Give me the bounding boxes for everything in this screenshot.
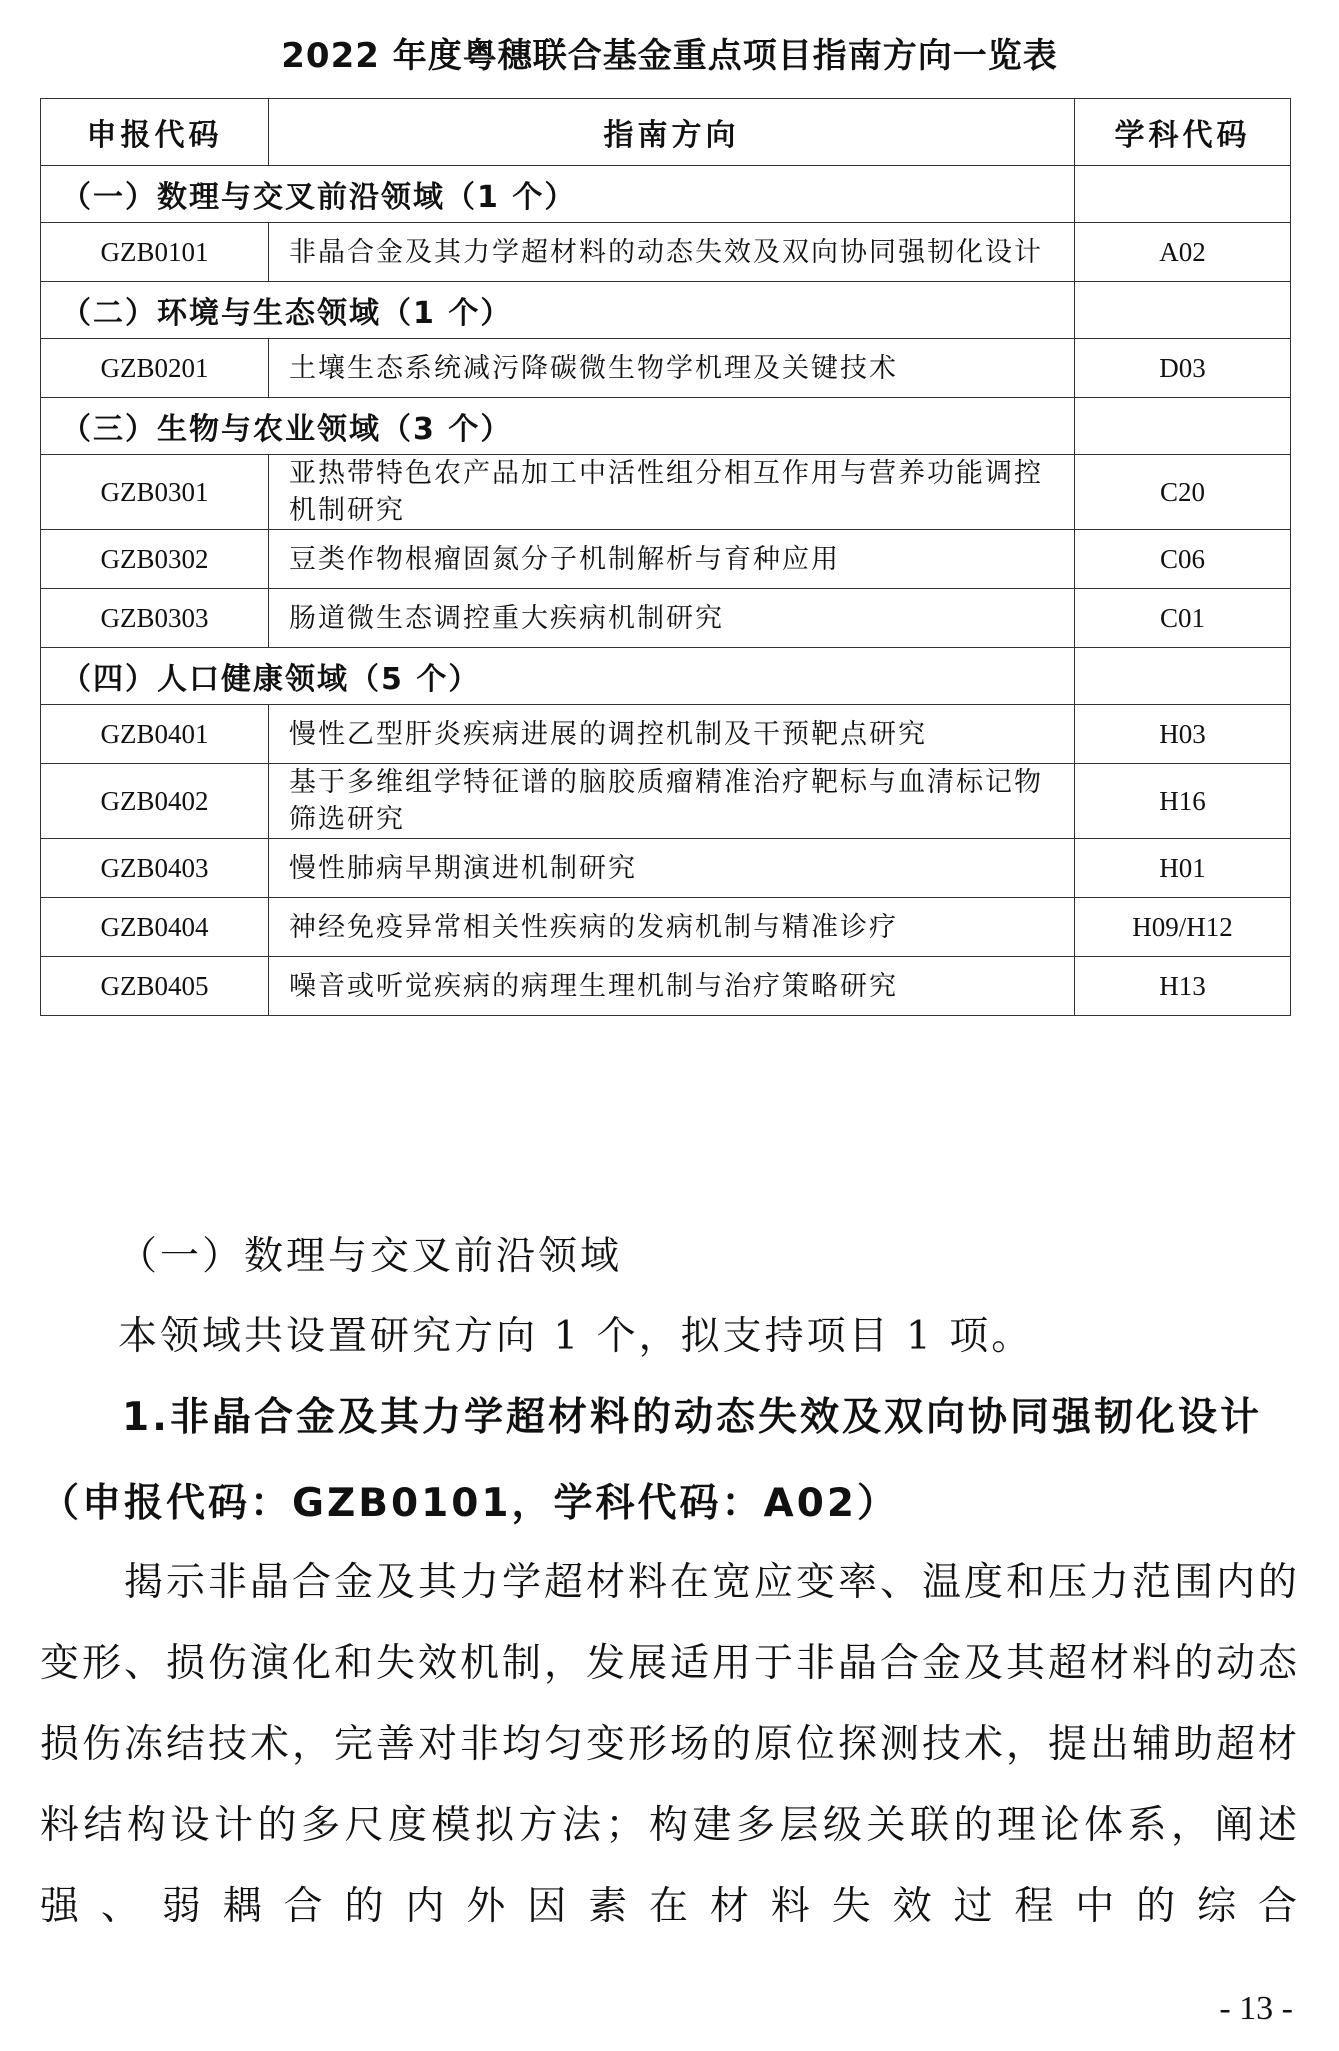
row-direction: 豆类作物根瘤固氮分子机制解析与育种应用 bbox=[269, 530, 1075, 589]
section-empty-cell bbox=[1075, 398, 1291, 455]
row-subject: D03 bbox=[1075, 339, 1291, 398]
section-intro: 本领域共设置研究方向 1 个，拟支持项目 1 项。 bbox=[118, 1314, 1034, 1359]
row-direction: 亚热带特色农产品加工中活性组分相互作用与营养功能调控机制研究 bbox=[269, 455, 1075, 530]
section-label: （四）人口健康领域（5 个） bbox=[41, 648, 1075, 705]
row-subject: H09/H12 bbox=[1075, 898, 1291, 957]
section-label: （一）数理与交叉前沿领域（1 个） bbox=[41, 166, 1075, 223]
row-code: GZB0404 bbox=[41, 898, 269, 957]
row-direction: 神经免疫异常相关性疾病的发病机制与精准诊疗 bbox=[269, 898, 1075, 957]
row-direction: 慢性乙型肝炎疾病进展的调控机制及干预靶点研究 bbox=[269, 705, 1075, 764]
table-section-row bbox=[41, 398, 1291, 455]
section-heading: （一）数理与交叉前沿领域 bbox=[118, 1234, 623, 1279]
guide-table bbox=[40, 98, 1291, 1016]
table-row bbox=[41, 705, 1291, 764]
row-direction: 基于多维组学特征谱的脑胶质瘤精准治疗靶标与血清标记物筛选研究 bbox=[269, 764, 1075, 839]
row-direction: 非晶合金及其力学超材料的动态失效及双向协同强韧化设计 bbox=[269, 223, 1075, 282]
table-row bbox=[41, 898, 1291, 957]
header-subject: 学科代码 bbox=[1075, 99, 1291, 166]
table-row bbox=[41, 839, 1291, 898]
section-empty-cell bbox=[1075, 648, 1291, 705]
row-subject: C01 bbox=[1075, 589, 1291, 648]
table-header-row bbox=[41, 99, 1291, 166]
row-code: GZB0303 bbox=[41, 589, 269, 648]
row-direction: 慢性肺病早期演进机制研究 bbox=[269, 839, 1075, 898]
row-code: GZB0101 bbox=[41, 223, 269, 282]
table-row bbox=[41, 764, 1291, 839]
row-subject: H01 bbox=[1075, 839, 1291, 898]
row-direction: 土壤生态系统减污降碳微生物学机理及关键技术 bbox=[269, 339, 1075, 398]
section-empty-cell bbox=[1075, 282, 1291, 339]
table-section-row bbox=[41, 648, 1291, 705]
table-row bbox=[41, 223, 1291, 282]
item-paragraph: 揭示非晶合金及其力学超材料在宽应变率、温度和压力范围内的变形、损伤演化和失效机制，发展适用于非晶合金及其超材料的动态损伤冻结技术，完善对非均匀变形场的原位探测技术，提出辅助超材料结构设计的多尺度模拟方法；构建多层级关联的理论体系，阐述强、弱耦合的内外因素在材料失效过程中的综合 bbox=[40, 1560, 1301, 1929]
row-code: GZB0405 bbox=[41, 957, 269, 1016]
row-code: GZB0301 bbox=[41, 455, 269, 530]
table-body bbox=[41, 166, 1291, 1016]
row-subject: H03 bbox=[1075, 705, 1291, 764]
row-subject: C06 bbox=[1075, 530, 1291, 589]
table-row bbox=[41, 589, 1291, 648]
table-row bbox=[41, 957, 1291, 1016]
row-code: GZB0201 bbox=[41, 339, 269, 398]
item-heading: 1.非晶合金及其力学超材料的动态失效及双向协同强韧化设计（申报代码：GZB0101，学科代码：A02） bbox=[40, 1395, 1262, 1526]
table-row bbox=[41, 339, 1291, 398]
header-direction: 指南方向 bbox=[269, 99, 1075, 166]
row-subject: C20 bbox=[1075, 455, 1291, 530]
row-direction: 噪音或听觉疾病的病理生理机制与治疗策略研究 bbox=[269, 957, 1075, 1016]
page-number: - 13 - bbox=[1219, 1990, 1293, 2027]
row-subject: A02 bbox=[1075, 223, 1291, 282]
row-code: GZB0401 bbox=[41, 705, 269, 764]
row-code: GZB0403 bbox=[41, 839, 269, 898]
table-row bbox=[41, 530, 1291, 589]
row-code: GZB0302 bbox=[41, 530, 269, 589]
table-row bbox=[41, 455, 1291, 530]
section-label: （三）生物与农业领域（3 个） bbox=[41, 398, 1075, 455]
row-direction: 肠道微生态调控重大疾病机制研究 bbox=[269, 589, 1075, 648]
row-subject: H16 bbox=[1075, 764, 1291, 839]
row-subject: H13 bbox=[1075, 957, 1291, 1016]
section-label: （二）环境与生态领域（1 个） bbox=[41, 282, 1075, 339]
header-code: 申报代码 bbox=[41, 99, 269, 166]
table-title: 2022 年度粤穗联合基金重点项目指南方向一览表 bbox=[281, 36, 1058, 76]
section-empty-cell bbox=[1075, 166, 1291, 223]
row-code: GZB0402 bbox=[41, 764, 269, 839]
table-section-row bbox=[41, 166, 1291, 223]
table-section-row bbox=[41, 282, 1291, 339]
